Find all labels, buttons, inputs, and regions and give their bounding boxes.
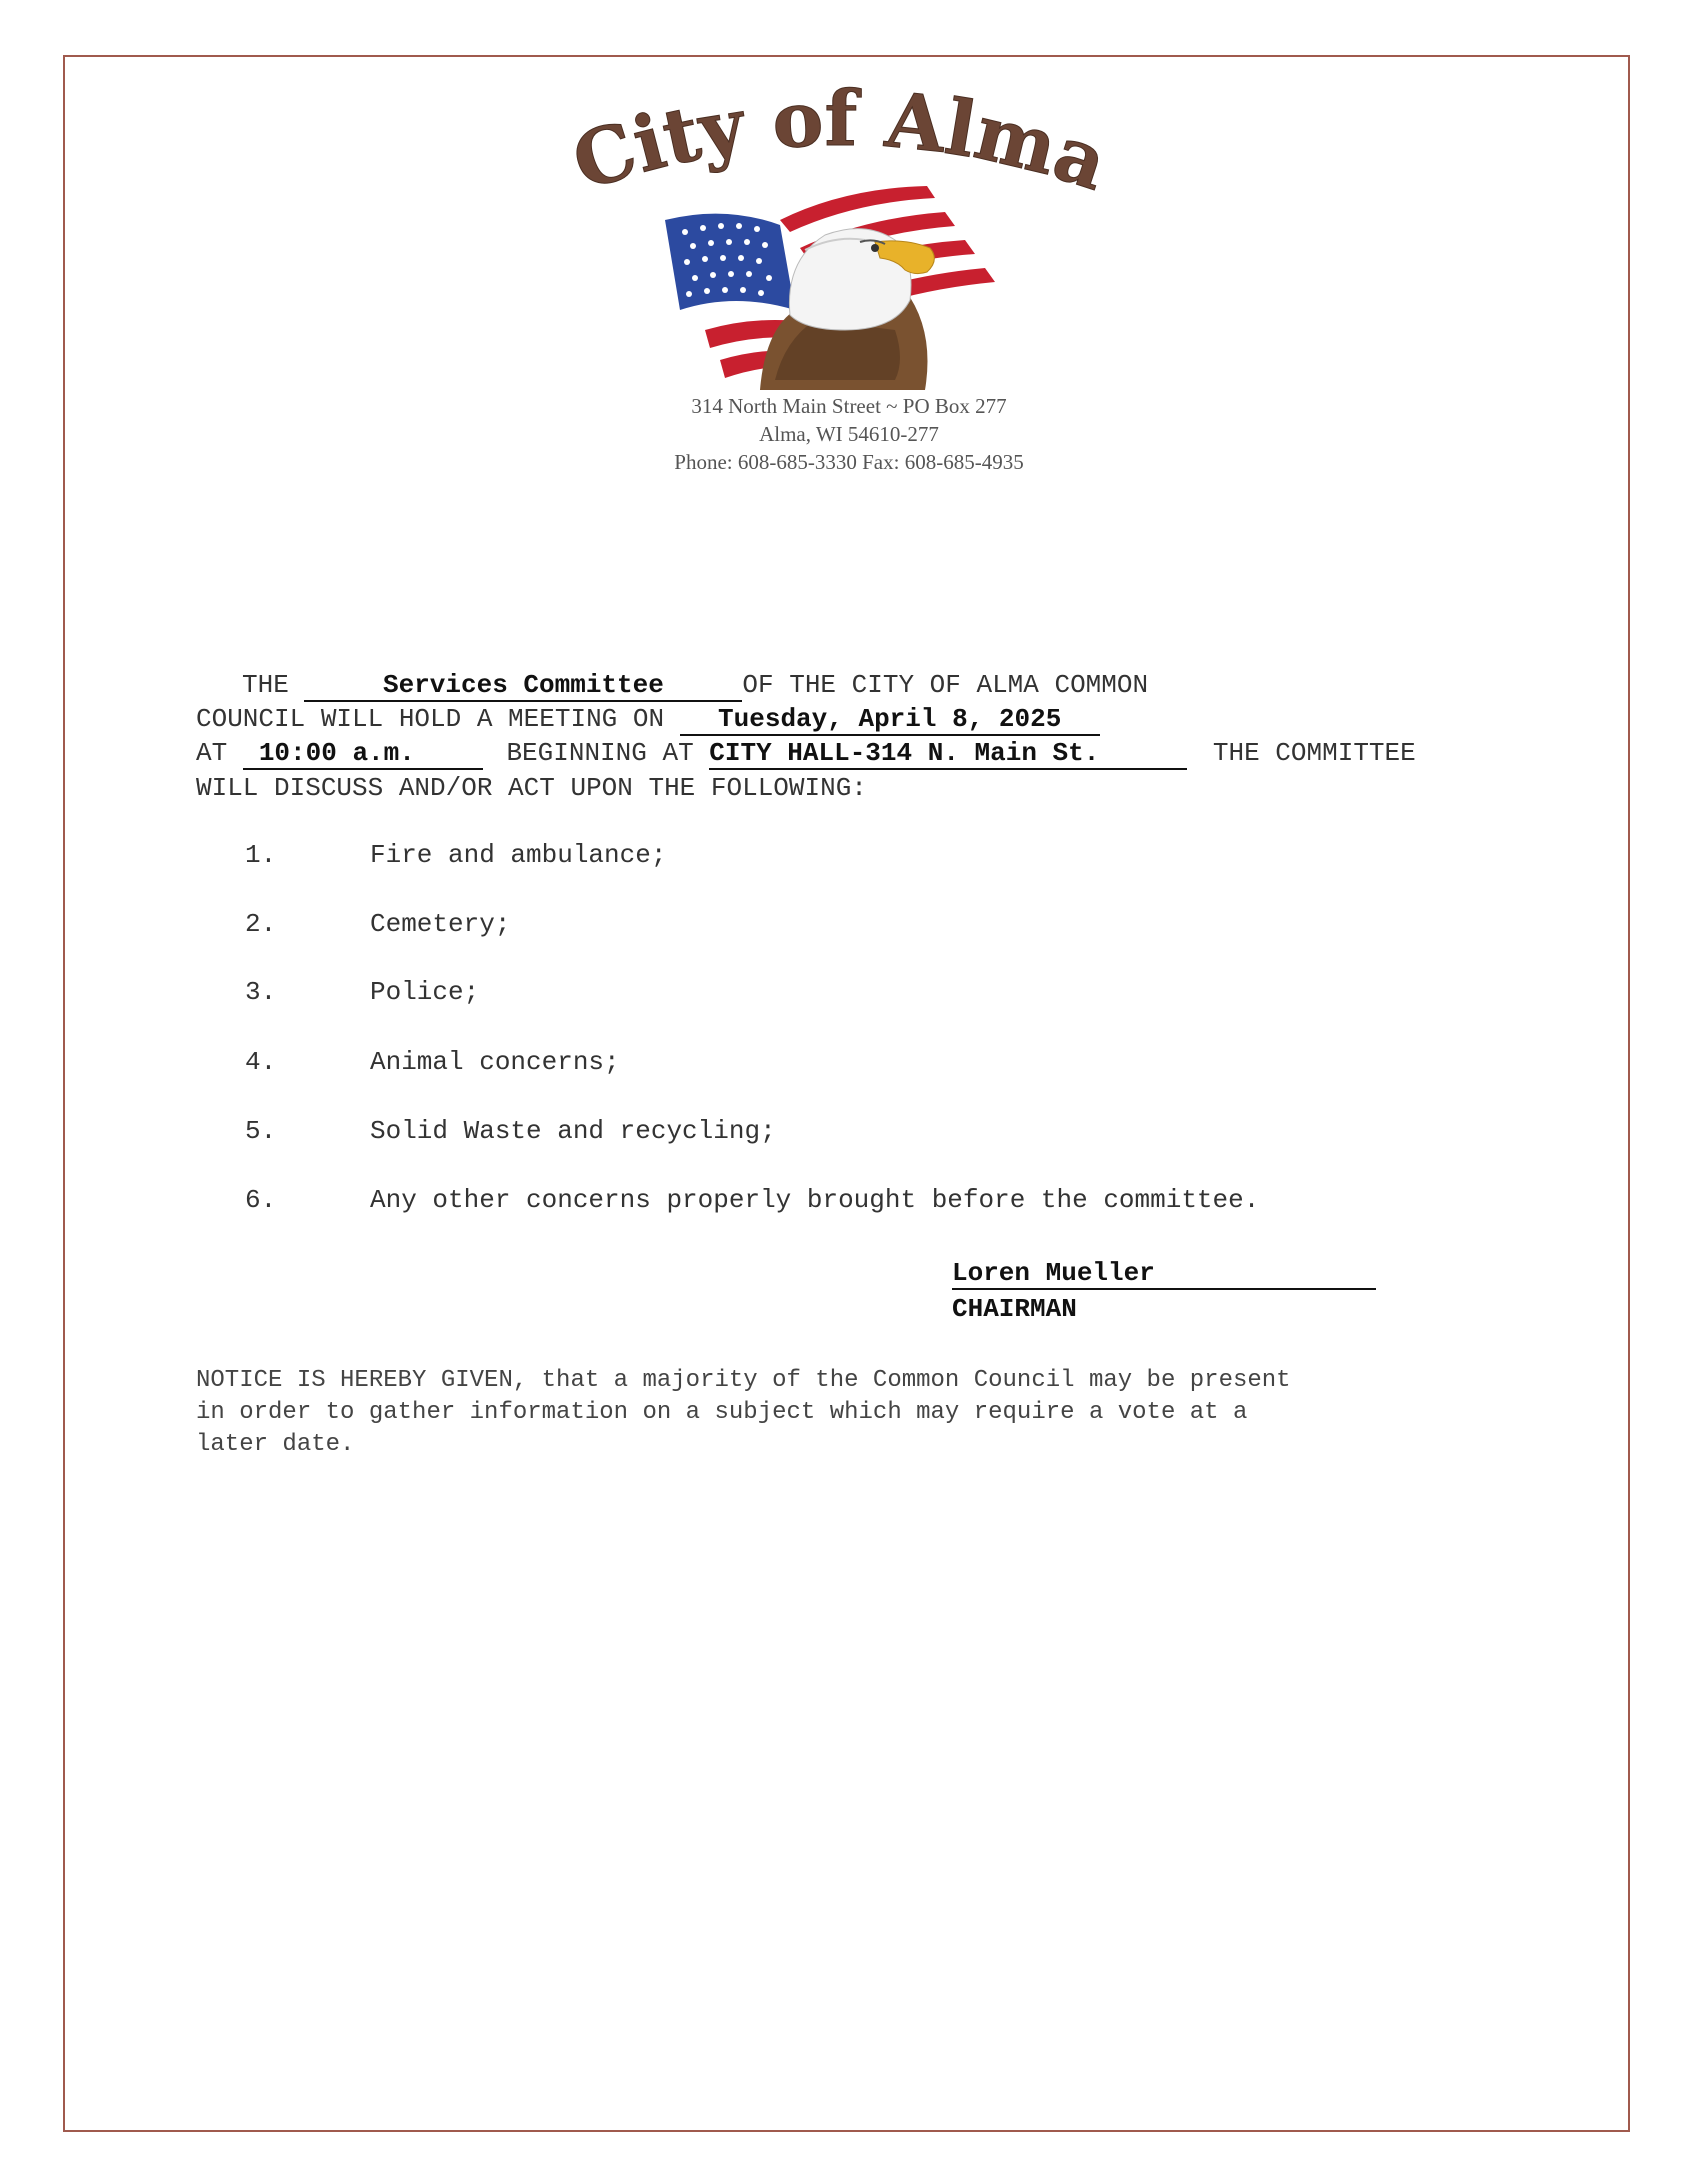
header-line-4 (196, 773, 867, 807)
will-discuss-text: WILL DISCUSS AND/OR ACT UPON THE FOLLOWING: (196, 773, 867, 803)
address-block (549, 392, 1149, 476)
meeting-date: Tuesday, April 8, 2025 (680, 704, 1100, 736)
address-street: 314 North Main Street ~ PO Box 277 (691, 394, 1007, 418)
header-line-1 (196, 670, 1148, 704)
chairman-name: Loren Mueller (952, 1258, 1376, 1290)
the-label: THE (242, 670, 289, 700)
header-line-3 (196, 738, 1416, 772)
at-label: AT (196, 738, 228, 768)
of-the-city-text: OF THE CITY OF ALMA COMMON (742, 670, 1149, 700)
council-will-hold-text: COUNCIL WILL HOLD A MEETING ON (196, 704, 665, 734)
beginning-at-label: BEGINNING AT (506, 738, 694, 768)
meeting-time: 10:00 a.m. (243, 738, 483, 770)
public-notice: NOTICE IS HEREBY GIVEN, that a majority of the Common Council may be present in order to gather information on a subject which may require a vote at a later date. (196, 1367, 1291, 1458)
committee-name: Services Committee (304, 670, 742, 702)
city-title: City of Alma (562, 73, 1118, 208)
signature-block (952, 1258, 1376, 1324)
meeting-location: CITY HALL-314 N. Main St. (709, 738, 1187, 770)
header-line-2 (196, 704, 1100, 738)
letterhead (0, 0, 1698, 480)
address-city: Alma, WI 54610-277 (759, 422, 939, 446)
chairman-title: CHAIRMAN (952, 1294, 1077, 1324)
eagle-flag-icon (665, 180, 1025, 390)
the-committee-text: THE COMMITTEE (1212, 738, 1416, 768)
address-phone-fax: Phone: 608-685-3330 Fax: 608-685-4935 (674, 450, 1024, 474)
